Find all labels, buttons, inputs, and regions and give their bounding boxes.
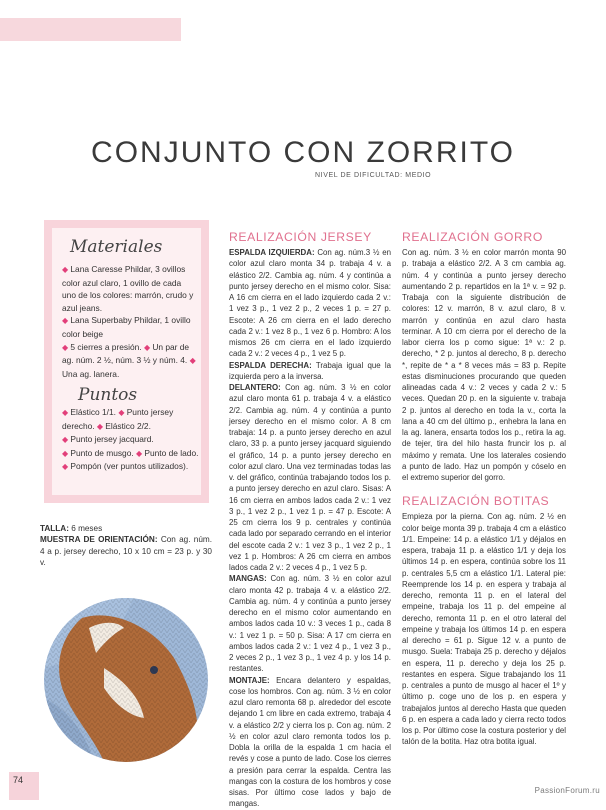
paragraph: ESPALDA IZQUIERDA: Con ag. núm.3 ½ en color azul claro monta 34 p. trabaja 4 v. a elástico 2/2. Cambia ag. núm. 4 y continúa a punto jersey derecho en el mismo color. Sisa: A 16 cm cierra en el lado izquierdo cada 2 v.: 1 vez 3 p., 1 vez 2 p., 2 veces 1 p. = 27 p. Escote: A 26 cm cierra en el lado derecho cada 2 v.: 1 vez 8 p., 1 vez 6 p. Hombro: A los mismos 26 cm cierra en el lado izquierdo cada 2 v.: 2 veces 4 p., 1 vez 5 p.	[229, 248, 391, 359]
difficulty-label: NIVEL DE DIFICULTAD: MEDIO	[315, 172, 432, 179]
size-value: 6 meses	[71, 524, 103, 533]
diamond-icon: ◆	[96, 421, 106, 431]
jersey-column	[229, 231, 391, 810]
list-item: ◆ 5 cierres a presión. ◆ Un par de ag. núm. 2 ½, núm. 3 ½ y núm. 4. ◆ Una ag. lanera.	[62, 341, 196, 379]
diamond-icon: ◆	[143, 342, 153, 352]
jersey-heading: REALIZACIÓN JERSEY	[229, 230, 372, 244]
materiales-title: Materiales	[70, 237, 163, 257]
size-info	[40, 523, 212, 568]
diamond-icon: ◆	[118, 408, 127, 417]
page-number-box	[9, 772, 39, 800]
gauge-value: Con ag. núm. 4 a p. jersey derecho, 10 x 10 cm = 23 p. y 30 v.	[40, 535, 212, 567]
diamond-icon: ◆	[62, 342, 71, 352]
paragraph: Empieza por la pierna. Con ag. núm. 2 ½ en color beige monta 39 p. trabaja 4 cm a elástico 1/1. Empeine: 14 p. a elástico 1/1 y déjalos en espera, trabaja 11 p. a elástico 1/1 y deja los últimos 14 p. en espera, continúa sobre los 11 p. centrales 5,5 cm a elástico 1/1. Lateral pie: Reemprende los 14 p. en espera y trabaja al derecho, remonta 11 p. en el lateral del empeine, trabaja los 11 p. del empeine al derecho, remonta 11 p. en el otro lateral del empeine y trabaja los últimos 14 p. en espera al derecho = 61 p. Sigue 12 v. a punto de musgo. Suela: Trabaja 25 p. derecho y déjalos en espera, 11 p. derecho y deja los 25 p. restantes en espera. Sigue trabajando los 11 p. centrales a punto de musgo al hacer el 1º y último p. coge uno de los p. en espera y trabajalos juntos al derecho Hasta que queden 6 p. en espera a cada lado y cierra recto todos los p. Por último cose la costura posterior y del talón de la botita. Haz otra botita igual.	[402, 512, 566, 747]
watermark: PassionForum.ru	[534, 786, 600, 795]
diamond-icon: ◆	[62, 408, 71, 417]
list-item: ◆ Punto de musgo. ◆ Punto de lado. ◆ Pompón (ver puntos utilizados).	[62, 447, 199, 472]
paragraph: ESPALDA DERECHA: Trabaja igual que la izquierda pero a la inversa.	[229, 360, 391, 381]
diamond-icon: ◆	[62, 462, 71, 472]
list-item: ◆ Lana Superbaby Phildar, 1 ovillo color beige	[62, 315, 191, 339]
puntos-title: Puntos	[78, 385, 138, 405]
diamond-icon: ◆	[62, 265, 71, 274]
gorro-heading: REALIZACIÓN GORRO	[402, 230, 543, 244]
paragraph: MONTAJE: Encara delantero y espaldas, cose los hombros. Con ag. núm. 3 ½ en color azul claro remonta 68 p. alrededor del escote dejando 1 cm libre en cada extremo, trabaja 4 v. a elástico 2/2 y cierra los p. Con ag. núm. 2 ½ en color azul claro remonta todos los p. Dobla la orilla de la espalda 1 cm hacia el revés y cose a punto de lado. Cose los cierres a presión para cerrar la espalda. Centra las mangas con la costura de los hombros y cose sisas. Por último cose lados y bajo de mangas.	[229, 675, 391, 809]
page-number: 74	[13, 775, 24, 785]
diamond-icon: ◆	[62, 316, 71, 326]
diamond-icon: ◆	[62, 448, 71, 458]
list-item: ◆ Elástico 1/1. ◆ Punto jersey derecho. ◆ Elástico 2/2.	[62, 407, 174, 431]
diamond-icon: ◆	[136, 448, 145, 458]
list-item: ◆ Punto jersey jacquard.	[62, 434, 154, 445]
paragraph: Con ag. núm. 3 ½ en color marrón monta 90 p. trabaja a elástico 2/2. A 3 cm cambia ag. núm. 4 y continúa a punto jersey derecho aumentando 2 p. repartidos en la 1ª v. = 92 p. Trabaja con la siguiente distribución de colores: 12 v. marrón, 8 v. azul claro, 8 v. marrón y continúa en azul claro hasta terminar. A 10 cm cierra por el derecho de la labor cierra los p como sigue: 1ª v.: 2 p. derecho, * 2 p. juntos al derecho, 8 p. derecho *, repite de * a * 8 veces más = 83 p. Repite estas disminuciones procurando que queden alineadas cada 4 v.: 2 veces y cada 2 v.: 5 veces. Quedan 20 p. en la siguiente v. trabaja 2 p. juntos al derecho en toda la v., corta la lana a 40 cm del último p., enhebra la lana en la ag. lanera, ensarta todos los p., retira la ag. de tejer, tira del hilo hasta fruncir los p. al máximo y remata. Une los laterales cosiendo a punto de lado. Haz un pompón y cóselo en el extremo superior del gorro.	[402, 248, 566, 482]
materiales-list	[62, 263, 197, 380]
paragraph: MANGAS: Con ag. núm. 3 ½ en color azul claro monta 42 p. trabaja 4 v. a elástico 2/2. Cambia ag. núm. 4 y continúa a punto jersey derecho en el mismo color aumentando en ambos lados cada 10 v.: 3 veces 1 p., cada 8 v.: 1 vez 1 p. = 50 p. Sisa: A 17 cm cierra en ambos lados cada 2 v.: 1 vez 4 p., 1 vez 3 p., 2 veces 2 p., 1 vez 3 p., 1 vez 4 p. y los 14 p. restantes.	[229, 574, 391, 674]
botitas-heading: REALIZACIÓN BOTITAS	[402, 494, 550, 509]
diamond-icon: ◆	[189, 356, 196, 366]
header-bar	[0, 18, 181, 41]
paragraph: DELANTERO: Con ag. núm. 3 ½ en color azul claro monta 61 p. trabaja 4 v. a elástico 2/2. Cambia ag. núm. 4 y continúa a punto jersey derecho en el mismo color. A 8 cm trabaja: 14 p. a punto jersey derecho en azul claro, 33 p. a punto jersey jacquard siguiendo el gráfico, 14 p. a punto jersey derecho en color azul claro. Una vez terminadas todas las v. del gráfico, continúa trabajando todos los p. a punto jersey derecho en azul claro. Sisas: A 16 cm cierra en ambos lados cada 2 v.: 1 vez 3 p., 1 vez 2 p., 1 vez 1 p. = 47 p. Escote: A 25 cm cierra los 9 p. centrales y continúa cada lado por separado cerrando en el interior del escote cada 2 v.: 1 vez 3 p., 1 vez 2 p., 1 vez 1 p. Hombros: A 26 cm cierra en ambos lados cada 2 v.: 2 veces 4 p., 1 vez 5 p.	[229, 383, 391, 572]
list-item: ◆ Lana Caresse Phildar, 3 ovillos color azul claro, 1 ovillo de cada uno de los colores: marrón, crudo y azul jeans.	[62, 264, 194, 313]
diamond-icon: ◆	[62, 435, 71, 445]
size-label: TALLA:	[40, 524, 69, 533]
puntos-list	[62, 406, 202, 474]
page-title: CONJUNTO CON ZORRITO	[91, 136, 515, 169]
fox-knit-photo	[44, 598, 208, 762]
gorro-botitas-column	[402, 231, 566, 748]
gauge-label: MUESTRA DE ORIENTACIÓN:	[40, 535, 158, 545]
